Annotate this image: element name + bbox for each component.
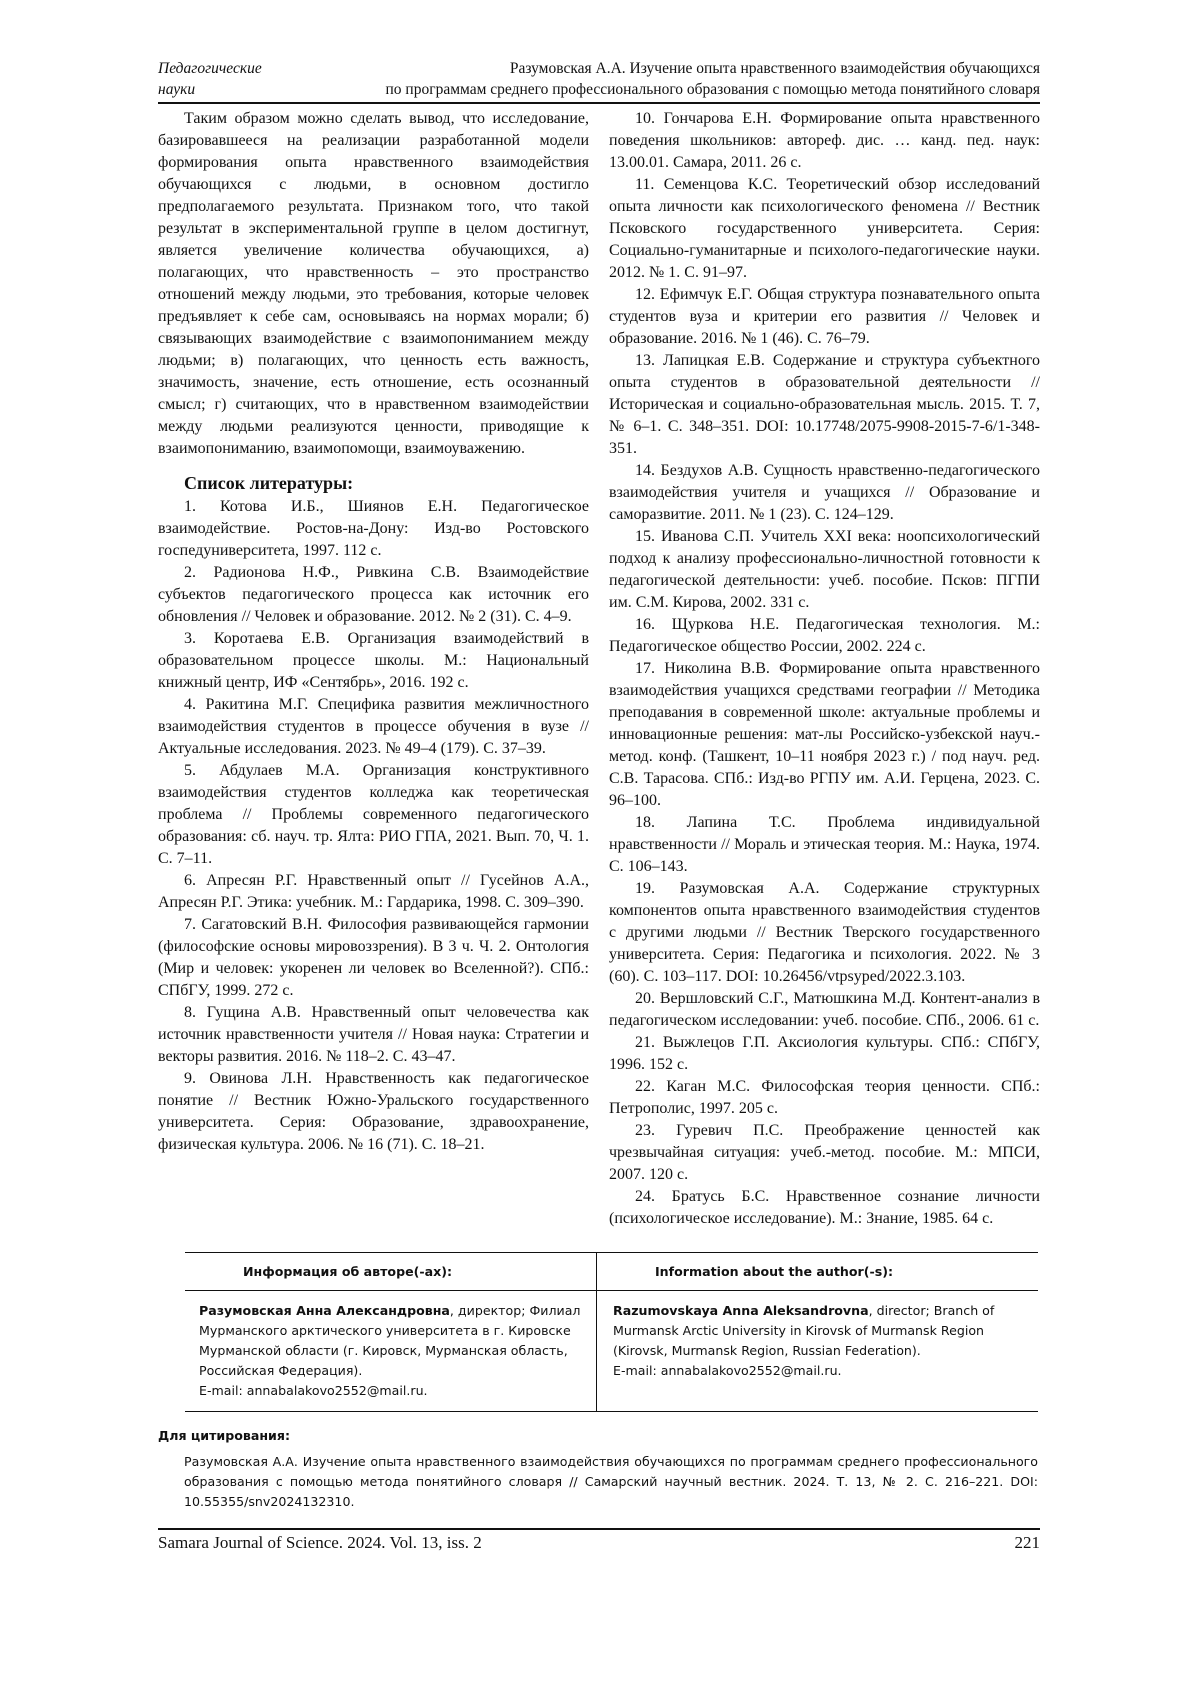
reference-item: 8. Гущина А.В. Нравственный опыт человечества как источник нравственности учителя // Новая наука: Стратегии и векторы развития. 2016. № 118–2. С. 43–47. — [158, 1004, 589, 1065]
reference-item: 21. Выжлецов Г.П. Аксиология культуры. СПб.: СПбГУ, 1996. 152 с. — [609, 1034, 1040, 1073]
author-info-ru: Разумовская Анна Александровна, директор; Филиал Мурманского арктического университета в г. Кировске Мурманской области (г. Кировск, Мурманская область, Российская Федерация). E-mail: annabalakovo2552@mail.ru. — [199, 1303, 581, 1398]
author-email-ru[interactable]: E-mail: annabalakovo2552@mail.ru. — [199, 1383, 428, 1398]
reference-item: 14. Бездухов А.В. Сущность нравственно-педагогического взаимодействия учителя и учащихся // Образование и саморазвитие. 2011. № 1 (23). С. 124–129. — [609, 462, 1040, 523]
reference-item: 20. Вершловский С.Г., Матюшкина М.Д. Контент-анализ в педагогическом исследовании: учеб. пособие. СПб., 2006. 61 с. — [609, 990, 1040, 1029]
reference-item: 1. Котова И.Б., Шиянов Е.Н. Педагогическое взаимодействие. Ростов-на-Дону: Изд-во Ростовского госпедуниверситета, 1997. 112 с. — [158, 498, 589, 559]
conclusion-paragraph: Таким образом можно сделать вывод, что исследование, базировавшееся на реализации разработанной модели формирования опыта нравственного взаимодействия обучающихся с людьми, в основном достигло предполагаемого результата. Признаком того, что такой результат в экспериментальной группе в целом достигнут, является увеличение количества обучающихся, а) полагающих, что нравственность – это пространство отношений между людьми, это требования, которые человек предъявляет к себе сам, основываясь на нормах морали; б) связывающих взаимодействие с взаимопониманием между людьми; в) полагающих, что ценность есть важность, значимость, значение, есть отношение, есть осознанный смысл; г) считающих, что в нравственном взаимодействии между людьми реализуются ценности, приводящие к взаимопониманию, взаимопомощи, взаимоуважению. — [158, 110, 589, 457]
reference-item: 9. Овинова Л.Н. Нравственность как педагогическое понятие // Вестник Южно-Уральского государственного университета. Серия: Образование, здравоохранение, физическая культура. 2006. № 16 (71). С. 18–21. — [158, 1070, 589, 1153]
body-columns — [158, 108, 1040, 1230]
reference-item: 24. Братусь Б.С. Нравственное сознание личности (психологическое исследование). М.: Знание, 1985. 64 с. — [609, 1188, 1040, 1227]
reference-item: 19. Разумовская А.А. Содержание структурных компонентов опыта нравственного взаимодействия студентов с другими людьми // Вестник Тверского государственного университета. Серия: Педагогика и психология. 2022. № 3 (60). С. 103–117. DOI: 10.26456/vtpsyped/2022.3.103. — [609, 880, 1040, 985]
author-info-en-header: Information about the author(-s): — [596, 1253, 1038, 1291]
reference-item: 12. Ефимчук Е.Г. Общая структура познавательного опыта студентов вуза и критерии его развития // Человек и образование. 2016. № 1 (46). С. 76–79. — [609, 286, 1040, 347]
author-info-ru-header: Информация об авторе(-ах): — [185, 1253, 596, 1291]
reference-item: 10. Гончарова Е.Н. Формирование опыта нравственного поведения школьников: автореф. дис. … канд. пед. наук: 13.00.01. Самара, 2011. 26 с. — [609, 110, 1040, 171]
author-email-en[interactable]: E-mail: annabalakovo2552@mail.ru. — [613, 1363, 842, 1378]
reference-item: 6. Апресян Р.Г. Нравственный опыт // Гусейнов А.А., Апресян Р.Г. Этика: учебник. М.: Гардарика, 1998. С. 309–390. — [158, 872, 589, 911]
section-name: Педагогические науки — [158, 60, 262, 98]
article-title-header: Разумовская А.А. Изучение опыта нравственного взаимодействия обучающихся по программам среднего профессионального образования с помощью метода понятийного словаря — [385, 60, 1040, 98]
reference-item: 2. Радионова Н.Ф., Ривкина С.В. Взаимодействие субъектов педагогического процесса как источник его обновления // Человек и образование. 2012. № 2 (31). С. 4–9. — [158, 564, 589, 625]
reference-item: 3. Коротаева Е.В. Организация взаимодействий в образовательном процессе школы. М.: Национальный книжный центр, ИФ «Сентябрь», 2016. 192 с. — [158, 630, 589, 691]
reference-item: 5. Абдулаев М.А. Организация конструктивного взаимодействия студентов колледжа как теоретическая проблема // Проблемы современного педагогического образования: сб. науч. тр. Ялта: РИО ГПА, 2021. Вып. 70, Ч. 1. С. 7–11. — [158, 762, 589, 867]
author-info-table — [185, 1252, 1038, 1412]
reference-item: 18. Лапина Т.С. Проблема индивидуальной нравственности // Мораль и этическая теория. М.: Наука, 1974. С. 106–143. — [609, 814, 1040, 875]
reference-item: 7. Сагатовский В.Н. Философия развивающейся гармонии (философские основы мировоззрения). В 3 ч. Ч. 2. Онтология (Мир и человек: укоренен ли человек во Вселенной?). СПб.: СПбГУ, 1999. 272 с. — [158, 916, 589, 999]
reference-item: 15. Иванова С.П. Учитель XXI века: ноопсихологический подход к анализу профессионально-личностной готовности к педагогической деятельности: учеб. пособие. Псков: ПГПИ им. С.М. Кирова, 2002. 331 с. — [609, 528, 1040, 611]
page-footer — [158, 1528, 1040, 1553]
references-heading: Список литературы: — [184, 473, 354, 493]
reference-item: 16. Щуркова Н.Е. Педагогическая технология. М.: Педагогическое общество России, 2002. 224 с. — [609, 616, 1040, 655]
reference-item: 22. Каган М.С. Философская теория ценности. СПб.: Петрополис, 1997. 205 с. — [609, 1078, 1040, 1117]
right-column — [609, 108, 1040, 1230]
left-column — [158, 108, 589, 1230]
reference-item: 11. Семенцова К.С. Теоретический обзор исследований опыта личности как психологического феномена // Вестник Псковского государственного университета. Серия: Социально-гуманитарные и психолого-педагогические науки. 2012. № 1. С. 91–97. — [609, 176, 1040, 281]
citation-title: Для цитирования: — [158, 1428, 290, 1443]
reference-item: 23. Гуревич П.С. Преображение ценностей как чрезвычайная ситуация: учеб.-метод. пособие. М.: МПСИ, 2007. 120 с. — [609, 1122, 1040, 1183]
reference-item: 13. Лапицкая Е.В. Содержание и структура субъектного опыта студентов в образовательной деятельности // Историческая и социально-образовательная мысль. 2015. Т. 7, № 6–1. С. 348–351. DOI: 10.17748/2075-9908-2015-7-6/1-348-351. — [609, 352, 1040, 457]
reference-item: 17. Николина В.В. Формирование опыта нравственного взаимодействия учащихся средствами географии // Методика преподавания в современной школе: актуальные проблемы и инновационные решения: мат-лы Российско-узбекской науч.-метод. конф. (Ташкент, 10–11 ноября 2023 г.) / под науч. ред. С.В. Тарасова. СПб.: Изд-во РГПУ им. А.И. Герцена, 2023. С. 96–100. — [609, 660, 1040, 809]
reference-item: 4. Ракитина М.Г. Специфика развития межличностного взаимодействия студентов в процессе обучения в вузе // Актуальные исследования. 2023. № 49–4 (179). С. 37–39. — [158, 696, 589, 757]
citation-text: Разумовская А.А. Изучение опыта нравственного взаимодействия обучающихся по программам среднего профессионального образования с помощью метода понятийного словаря // Самарский научный вестник. 2024. Т. 13, № 2. С. 216–221. DOI: 10.55355/snv2024132310. — [184, 1454, 1038, 1509]
running-header — [158, 58, 1040, 104]
journal-name: Samara Journal of Science. 2024. Vol. 13, iss. 2 — [158, 1533, 482, 1552]
author-info-en: Razumovskaya Anna Aleksandrovna, director; Branch of Murmansk Arctic University in Kirovsk of Murmansk Region (Kirovsk, Murmansk Region, Russian Federation). E-mail: annabalakovo2552@mail.ru. — [596, 1291, 1038, 1411]
citation-block — [158, 1426, 1038, 1512]
page-number: 221 — [1014, 1533, 1040, 1552]
